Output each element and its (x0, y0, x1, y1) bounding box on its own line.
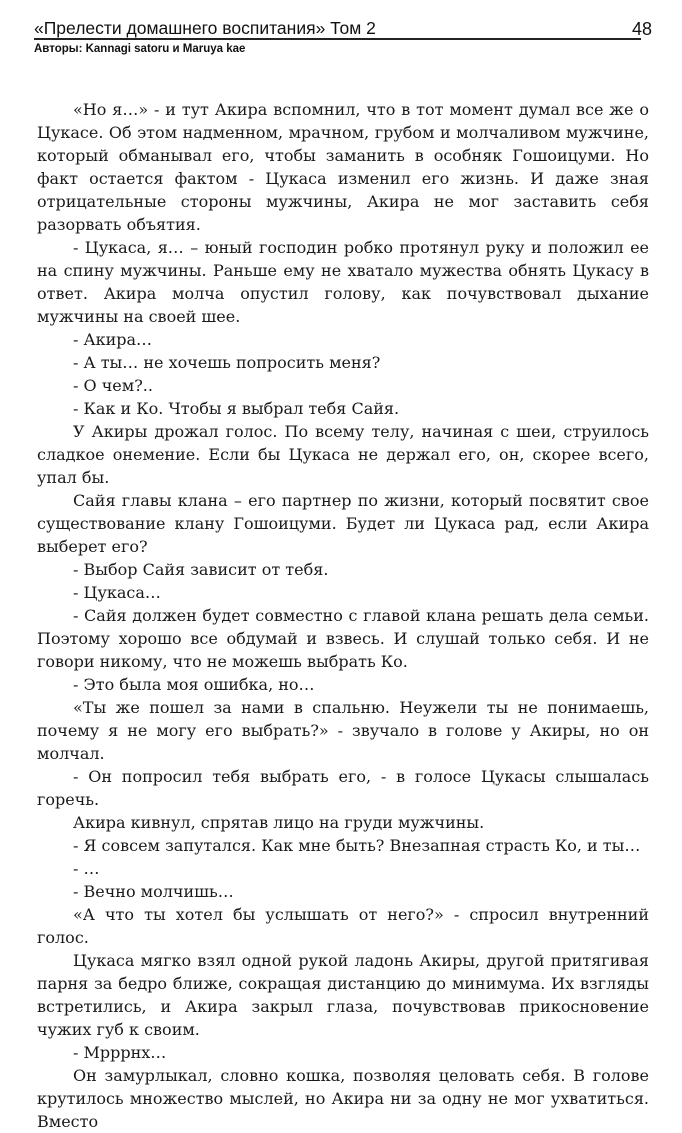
paragraph: - Я совсем запутался. Как мне быть? Внезапная страсть Ко, и ты… (73, 836, 641, 855)
book-title: «Прелести домашнего воспитания» Том 2 (34, 18, 376, 38)
paragraph: У Акиры дрожал голос. По всему телу, начиная с шеи, струилось сладкое онемение. Если бы Цукаса не держал его, он, скорее всего, упал бы. (37, 422, 649, 487)
paragraph: Он замурлыкал, словно кошка, позволяя целовать себя. В голове крутилось множество мыслей, но Акира ни за одну не мог ухватиться. Вместо (37, 1066, 649, 1131)
paragraph: - Цукаса, я… – юный господин робко протянул руку и положил ее на спину мужчины. Раньше ему не хватало мужества обнять Цукасу в ответ. Акира молча опустил голову, как почувствовал дыхание мужчины на своей шее. (37, 238, 649, 326)
page-number: 48 (631, 19, 652, 39)
paragraph: «А что ты хотел бы услышать от него?» - спросил внутренний голос. (37, 905, 649, 947)
paragraph: - А ты… не хочешь попросить меня? (73, 353, 381, 372)
paragraph: «Ты же пошел за нами в спальню. Неужели ты не понимаешь, почему я не могу его выбрать?» - звучало в голове у Акиры, но он молчал. (37, 698, 649, 763)
header-rule (34, 38, 641, 40)
paragraph: Акира кивнул, спрятав лицо на груди мужчины. (73, 813, 485, 832)
paragraph: - … (73, 859, 100, 878)
paragraph: - Он попросил тебя выбрать его, - в голосе Цукасы слышалась горечь. (37, 767, 649, 809)
authors-line: Авторы: Kannagi satoru и Maruya kae (34, 43, 246, 55)
paragraph: - Это была моя ошибка, но… (73, 675, 315, 694)
paragraph: Сайя главы клана – его партнер по жизни, который посвятит свое существование клану Гошоицуми. Будет ли Цукаса рад, если Акира выберет его? (37, 491, 649, 556)
paragraph: Цукаса мягко взял одной рукой ладонь Акиры, другой притягивая парня за бедро ближе, сокращая дистанцию до минимума. Их взгляды встретились, и Акира закрыл глаза, почувствовав прикосновение чужих губ к своим. (37, 951, 649, 1039)
body-text (37, 98, 649, 1133)
paragraph: - Сайя должен будет совместно с главой клана решать дела семьи. Поэтому хорошо все обдумай и взвесь. И слушай только себя. И не говори никому, что не можешь выбрать Ко. (37, 606, 649, 671)
paragraph: - Как и Ко. Чтобы я выбрал тебя Сайя. (73, 399, 400, 418)
paragraph: - О чем?.. (73, 376, 153, 395)
paragraph: - Вечно молчишь… (73, 882, 234, 901)
paragraph: - Мрррнх… (73, 1043, 167, 1062)
paragraph: - Выбор Сайя зависит от тебя. (73, 560, 329, 579)
paragraph: «Но я…» - и тут Акира вспомнил, что в тот момент думал все же о Цукасе. Об этом надменном, мрачном, грубом и молчаливом мужчине, который обманывал его, чтобы заманить в особняк Гошоицуми. Но факт остается фактом - Цукаса изменил его жизнь. И даже зная отрицательные стороны мужчины, Акира не мог заставить себя разорвать объятия. (37, 100, 649, 234)
paragraph: - Цукаса… (73, 583, 161, 602)
paragraph: - Акира… (73, 330, 153, 349)
